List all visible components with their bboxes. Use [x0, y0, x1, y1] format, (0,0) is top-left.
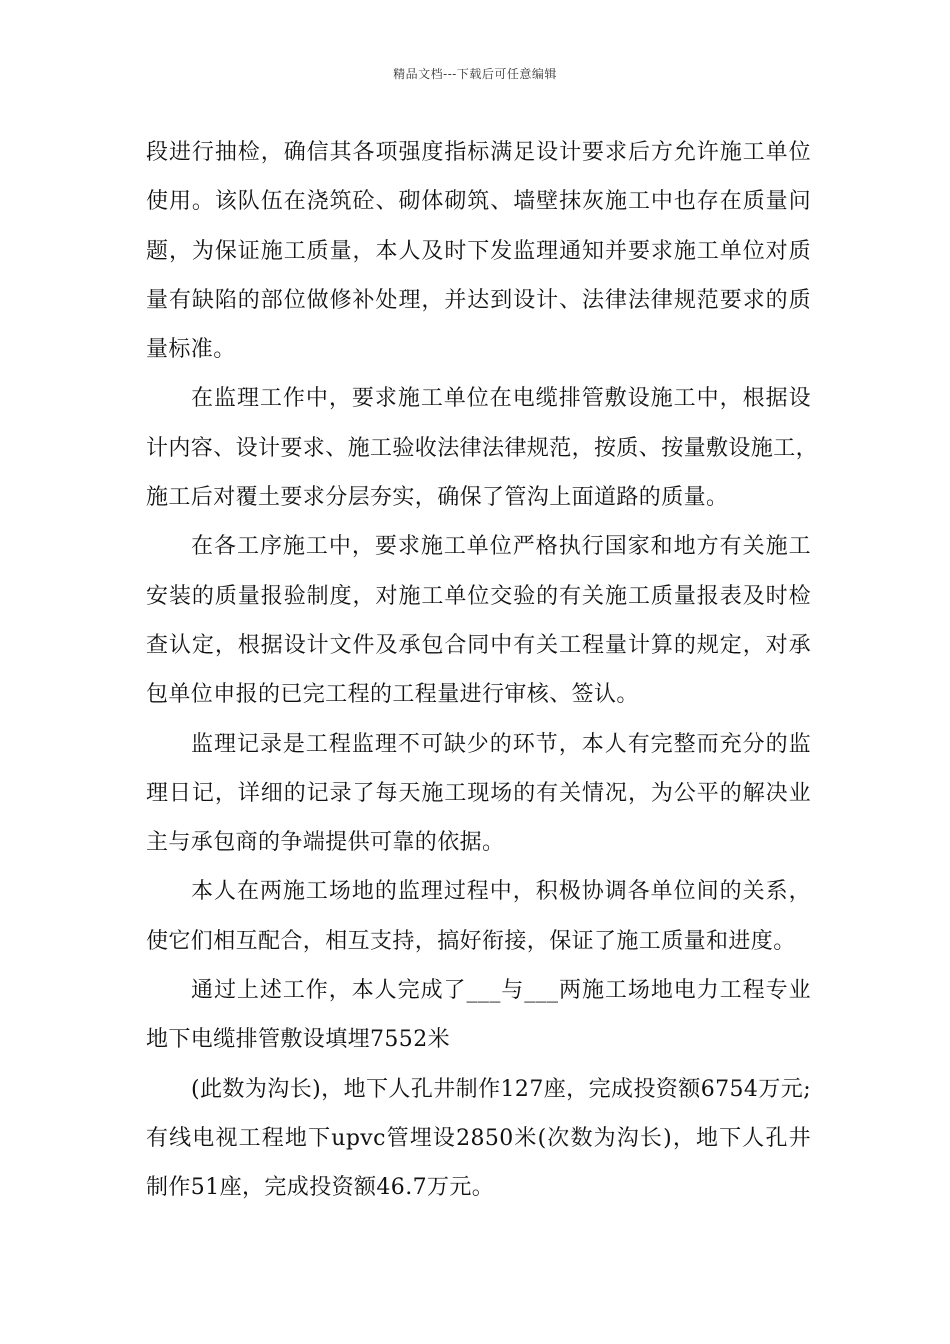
text-line: 有线电视工程地下upvc管埋设2850米(次数为沟长)，地下人孔井 [146, 1125, 811, 1151]
text-line: 理日记，详细的记录了每天施工现场的有关情况，为公平的解决业 [146, 780, 811, 806]
text-line: 包单位申报的已完工程的工程量进行审核、签认。 [146, 682, 639, 708]
text-line: 计内容、设计要求、施工验收法律法律规范，按质、按量敷设施工， [146, 435, 819, 461]
page-header: 精品文档---下载后可任意编辑 [393, 67, 557, 81]
text-line: 制作51座，完成投资额46.7万元。 [146, 1175, 495, 1201]
text-line: 监理记录是工程监理不可缺少的环节，本人有完整而充分的监 [191, 731, 811, 757]
text-line: 通过上述工作，本人完成了___与___两施工场地电力工程专业 [191, 978, 811, 1004]
text-line: 使它们相互配合，相互支持，搞好衔接，保证了施工质量和进度。 [146, 928, 796, 954]
text-line: 在各工序施工中，要求施工单位严格执行国家和地方有关施工 [191, 534, 811, 560]
text-line: 在监理工作中，要求施工单位在电缆排管敷设施工中，根据设 [191, 386, 811, 412]
text-line: (此数为沟长)，地下人孔井制作127座，完成投资额6754万元; [191, 1076, 811, 1102]
text-line: 量有缺陷的部位做修补处理，并达到设计、法律法律规范要求的质 [146, 287, 811, 313]
text-line: 段进行抽检，确信其各项强度指标满足设计要求后方允许施工单位 [146, 140, 811, 165]
text-line: 本人在两施工场地的监理过程中，积极协调各单位间的关系， [191, 879, 811, 905]
text-line: 使用。该队伍在浇筑砼、砌体砌筑、墙壁抹灰施工中也存在质量问 [146, 189, 811, 215]
text-line: 安装的质量报验制度，对施工单位交验的有关施工质量报表及时检 [146, 583, 811, 609]
text-line: 查认定，根据设计文件及承包合同中有关工程量计算的规定，对承 [146, 632, 811, 658]
text-line: 地下电缆排管敷设填埋7552米 [146, 1027, 450, 1053]
document-body [146, 128, 819, 1213]
text-line: 题，为保证施工质量，本人及时下发监理通知并要求施工单位对质 [146, 238, 811, 264]
text-line: 施工后对覆土要求分层夯实，确保了管沟上面道路的质量。 [146, 485, 729, 511]
text-line: 主与承包商的争端提供可靠的依据。 [146, 830, 505, 856]
text-line: 量标准。 [146, 337, 236, 363]
